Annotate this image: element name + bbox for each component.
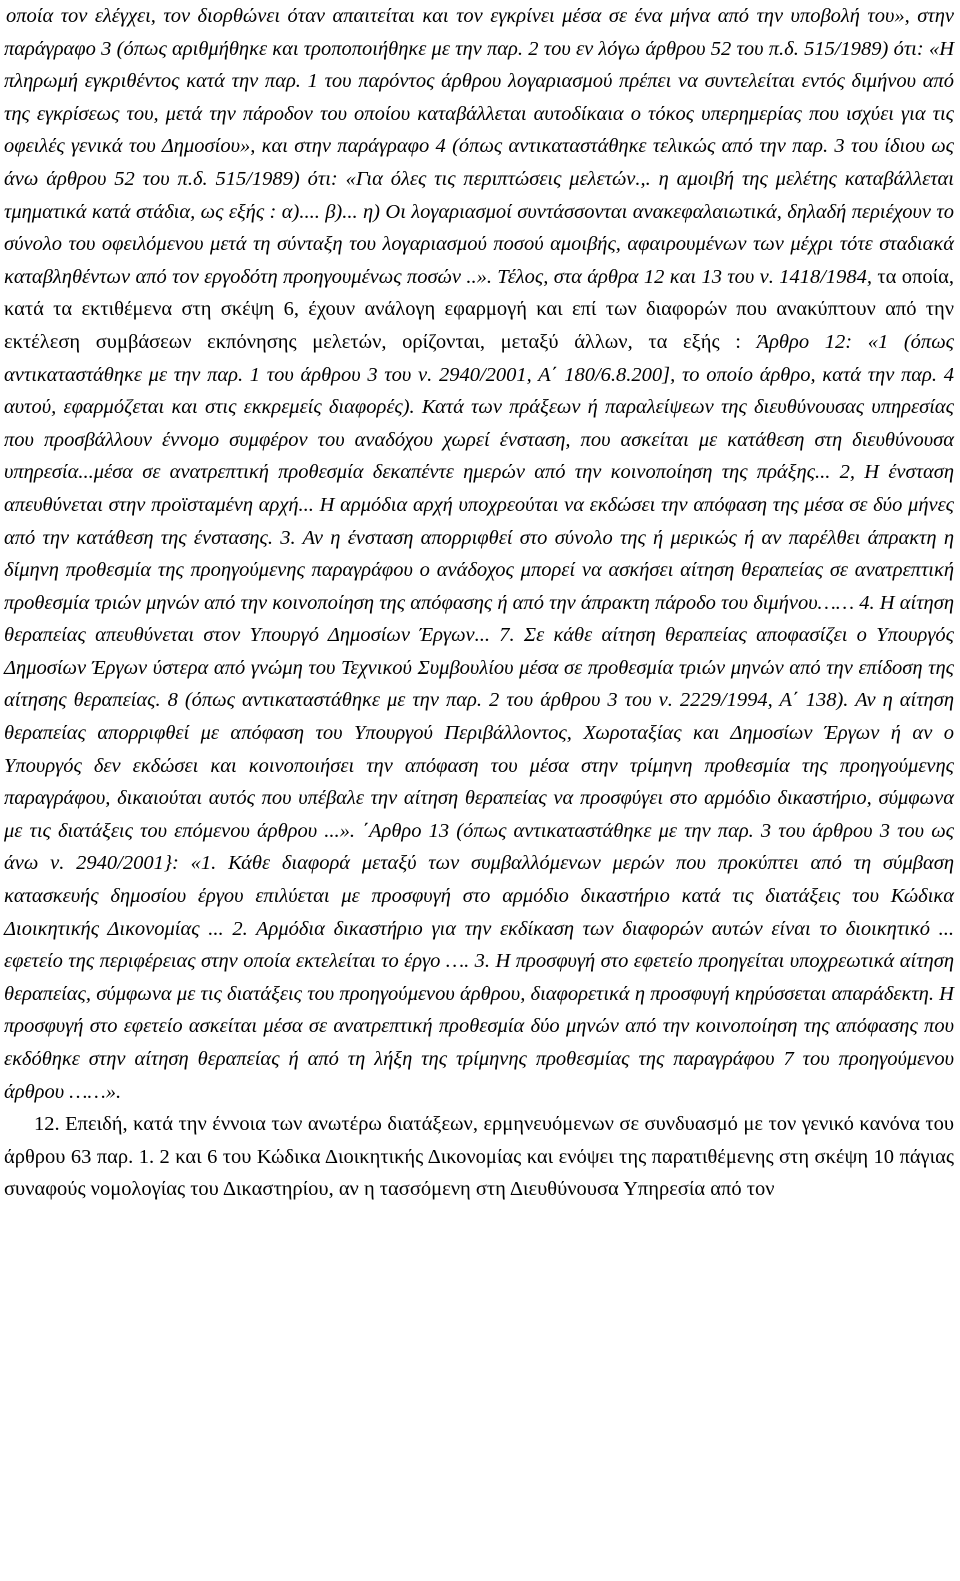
quoted-provisions-pd-515-1989: οποία τον ελέγχει, τον διορθώνει όταν απαιτείται και τον εγκρίνει μέσα σε ένα μήνα από την υποβολή του», στην παράγραφο 3 (όπως αριθμήθηκε και τροποποιήθηκε με την παρ. 2 του εν λόγω άρθρου 52 του π.δ. 515/1989) ότι: «Η πληρωμή εγκριθέντος κατά την παρ. 1 του παρόντος άρθρου λογαριασμού πρέπει να συντελείται εντός διμήνου από της εγκρίσεως του, μετά την πάροδον του οποίου καταβάλλεται αυτοδίκαια ο τόκος υπερημερίας που ισχύει για τις οφειλές γενικά του Δημοσίου», και στην παράγραφο 4 (όπως αντικαταστάθηκε τελικώς από την παρ. 3 του ίδιου ως άνω άρθρου 52 του π.δ. 515/1989) ότι: «Για όλες τις περιπτώσεις μελετών.,. η αμοιβή της μελέτης καταβάλλεται τμηματικά κατά στάδια, ως εξής : α).... β)... η) Οι λογαριασμοί συντάσσονται ανακεφαλαιωτικά, δηλαδή περιέχουν το σύνολο του οφειλόμενου μετά τη σύνταξη του λογαριασμού ποσού αμοιβής, αφαιρουμένων των μέχρι τότε σταδιακά καταβληθέντων από τον εργοδότη προηγουμένως ποσών ..». Τέλος, στα άρθρα 12 και 13 του ν. 1418/1984, xyxy=(4,5,954,288)
quoted-articles-12-13: Άρθρο 12: «1 (όπως αντικαταστάθηκε με την παρ. 1 του άρθρου 3 του ν. 2940/2001, Α΄ 180/6.8.200], το οποίο άρθρο, κατά την παρ. 4 αυτού, εφαρμόζεται και στις εκκρεμείς διαφορές). Κατά των πράξεων ή παραλείψεων της διευθύνουσας υπηρεσίας που προσβάλλουν έννομο συμφέρον του αναδόχου χωρεί ένσταση, που ασκείται με κατάθεση στη διευθύνουσα υπηρεσία...μέσα σε ανατρεπτική προθεσμία δεκαπέντε ημερών από την κοινοποίηση της πράξης... 2, Η ένσταση απευθύνεται στην προϊσταμένη αρχή... Η αρμόδια αρχή υποχρεούται να εκδώσει την απόφαση της μέσα σε δύο μήνες από την κατάθεση της ένστασης. 3. Αν η ένσταση απορριφθεί στο σύνολο της ή μερικώς ή αν παρέλθει άπρακτη η δίμηνη προθεσμία της προηγούμενης παραγράφου ο ανάδοχος μπορεί να ασκήσει αίτηση θεραπείας σε ανατρεπτική προθεσμία τριών μηνών από την κοινοποίηση της απόφασης ή από την άπρακτη πάροδο του διμήνου…… 4. Η αίτηση θεραπείας απευθύνεται στον Υπουργό Δημοσίων Έργων... 7. Σε κάθε αίτηση θεραπείας αποφασίζει ο Υπουργός Δημοσίων Έργων ύστερα από γνώμη του Τεχνικού Συμβουλίου μέσα σε προθεσμία τριών μηνών από την επίδοση της αίτησης θεραπείας. 8 (όπως αντικαταστάθηκε με την παρ. 2 του άρθρου 3 του ν. 2229/1994, Α΄ 138). Αν η αίτηση θεραπείας απορριφθεί με απόφαση του Υπουργού Περιβάλλοντος, Χωροταξίας και Δημοσίων Έργων ή αν ο Υπουργός δεν εκδώσει και κοινοποιήσει την απόφαση του μέσα στην τρίμηνη προθεσμία της προηγούμενης παραγράφου, δικαιούται αυτός που υπέβαλε την αίτηση θεραπείας να προσφύγει στο αρμόδιο δικαστήριο, σύμφωνα με τις διατάξεις του επόμενου άρθρου ...». ΄Αρθρο 13 (όπως αντικαταστάθηκε με την παρ. 3 του άρθρου 3 του ως άνω ν. 2940/2001}: «1. Κάθε διαφορά μεταξύ των συμβαλλόμενων μερών που προκύπτει από τη σύμβαση κατασκευής δημοσίου έργου επιλύεται με προσφυγή στο αρμόδιο δικαστήριο κατά τις διατάξεις του Κώδικα Διοικητικής Δικονομίας ... 2. Αρμόδια δικαστήριο για την εκδίκαση των διαφορών αυτών είναι το διοικητικό ... εφετείο της περιφέρειας στην οποία εκτελείται το έργο …. 3. Η προσφυγή στο εφετείο προηγείται υποχρεωτικά αίτηση θεραπείας, σύμφωνα με τις διατάξεις του προηγούμενου άρθρου, διαφορετικά η προσφυγή κηρύσσεται απαράδεκτη. Η προσφυγή στο εφετείο ασκείται μέσα σε ανατρεπτική προθεσμία δύο μηνών από την κοινοποίηση της απόφασης που εκδόθηκε στην αίτηση θεραπείας ή από τη λήξη της τρίμηνης προθεσμίας της παραγράφου 7 του προηγούμενου άρθρου ……». xyxy=(4,330,954,1103)
commentary-text: τα οποία, κατά τα εκτιθέμενα στη σκέψη 6, έχουν ανάλογη εφαρμογή και επί των διαφορών που ανακύπτουν από την εκτέλεση συμβάσεων εκπόνησης μελετών, ορίζονται, μεταξύ άλλων, τα εξής : xyxy=(4,265,954,353)
paragraph-main xyxy=(4,0,954,1108)
paragraph-12: 12. Επειδή, κατά την έννοια των ανωτέρω διατάξεων, ερμηνευόμενων σε συνδυασμό με τον γενικό κανόνα του άρθρου 63 παρ. 1. 2 και 6 του Κώδικα Διοικητικής Δικονομίας και ενόψει της παρατιθέμενης στη σκέψη 10 πάγιας συναφούς νομολογίας του Δικαστηρίου, αν η τασσόμενη στη Διευθύνουσα Υπηρεσία από τον xyxy=(4,1113,954,1201)
document-page xyxy=(4,0,954,1206)
